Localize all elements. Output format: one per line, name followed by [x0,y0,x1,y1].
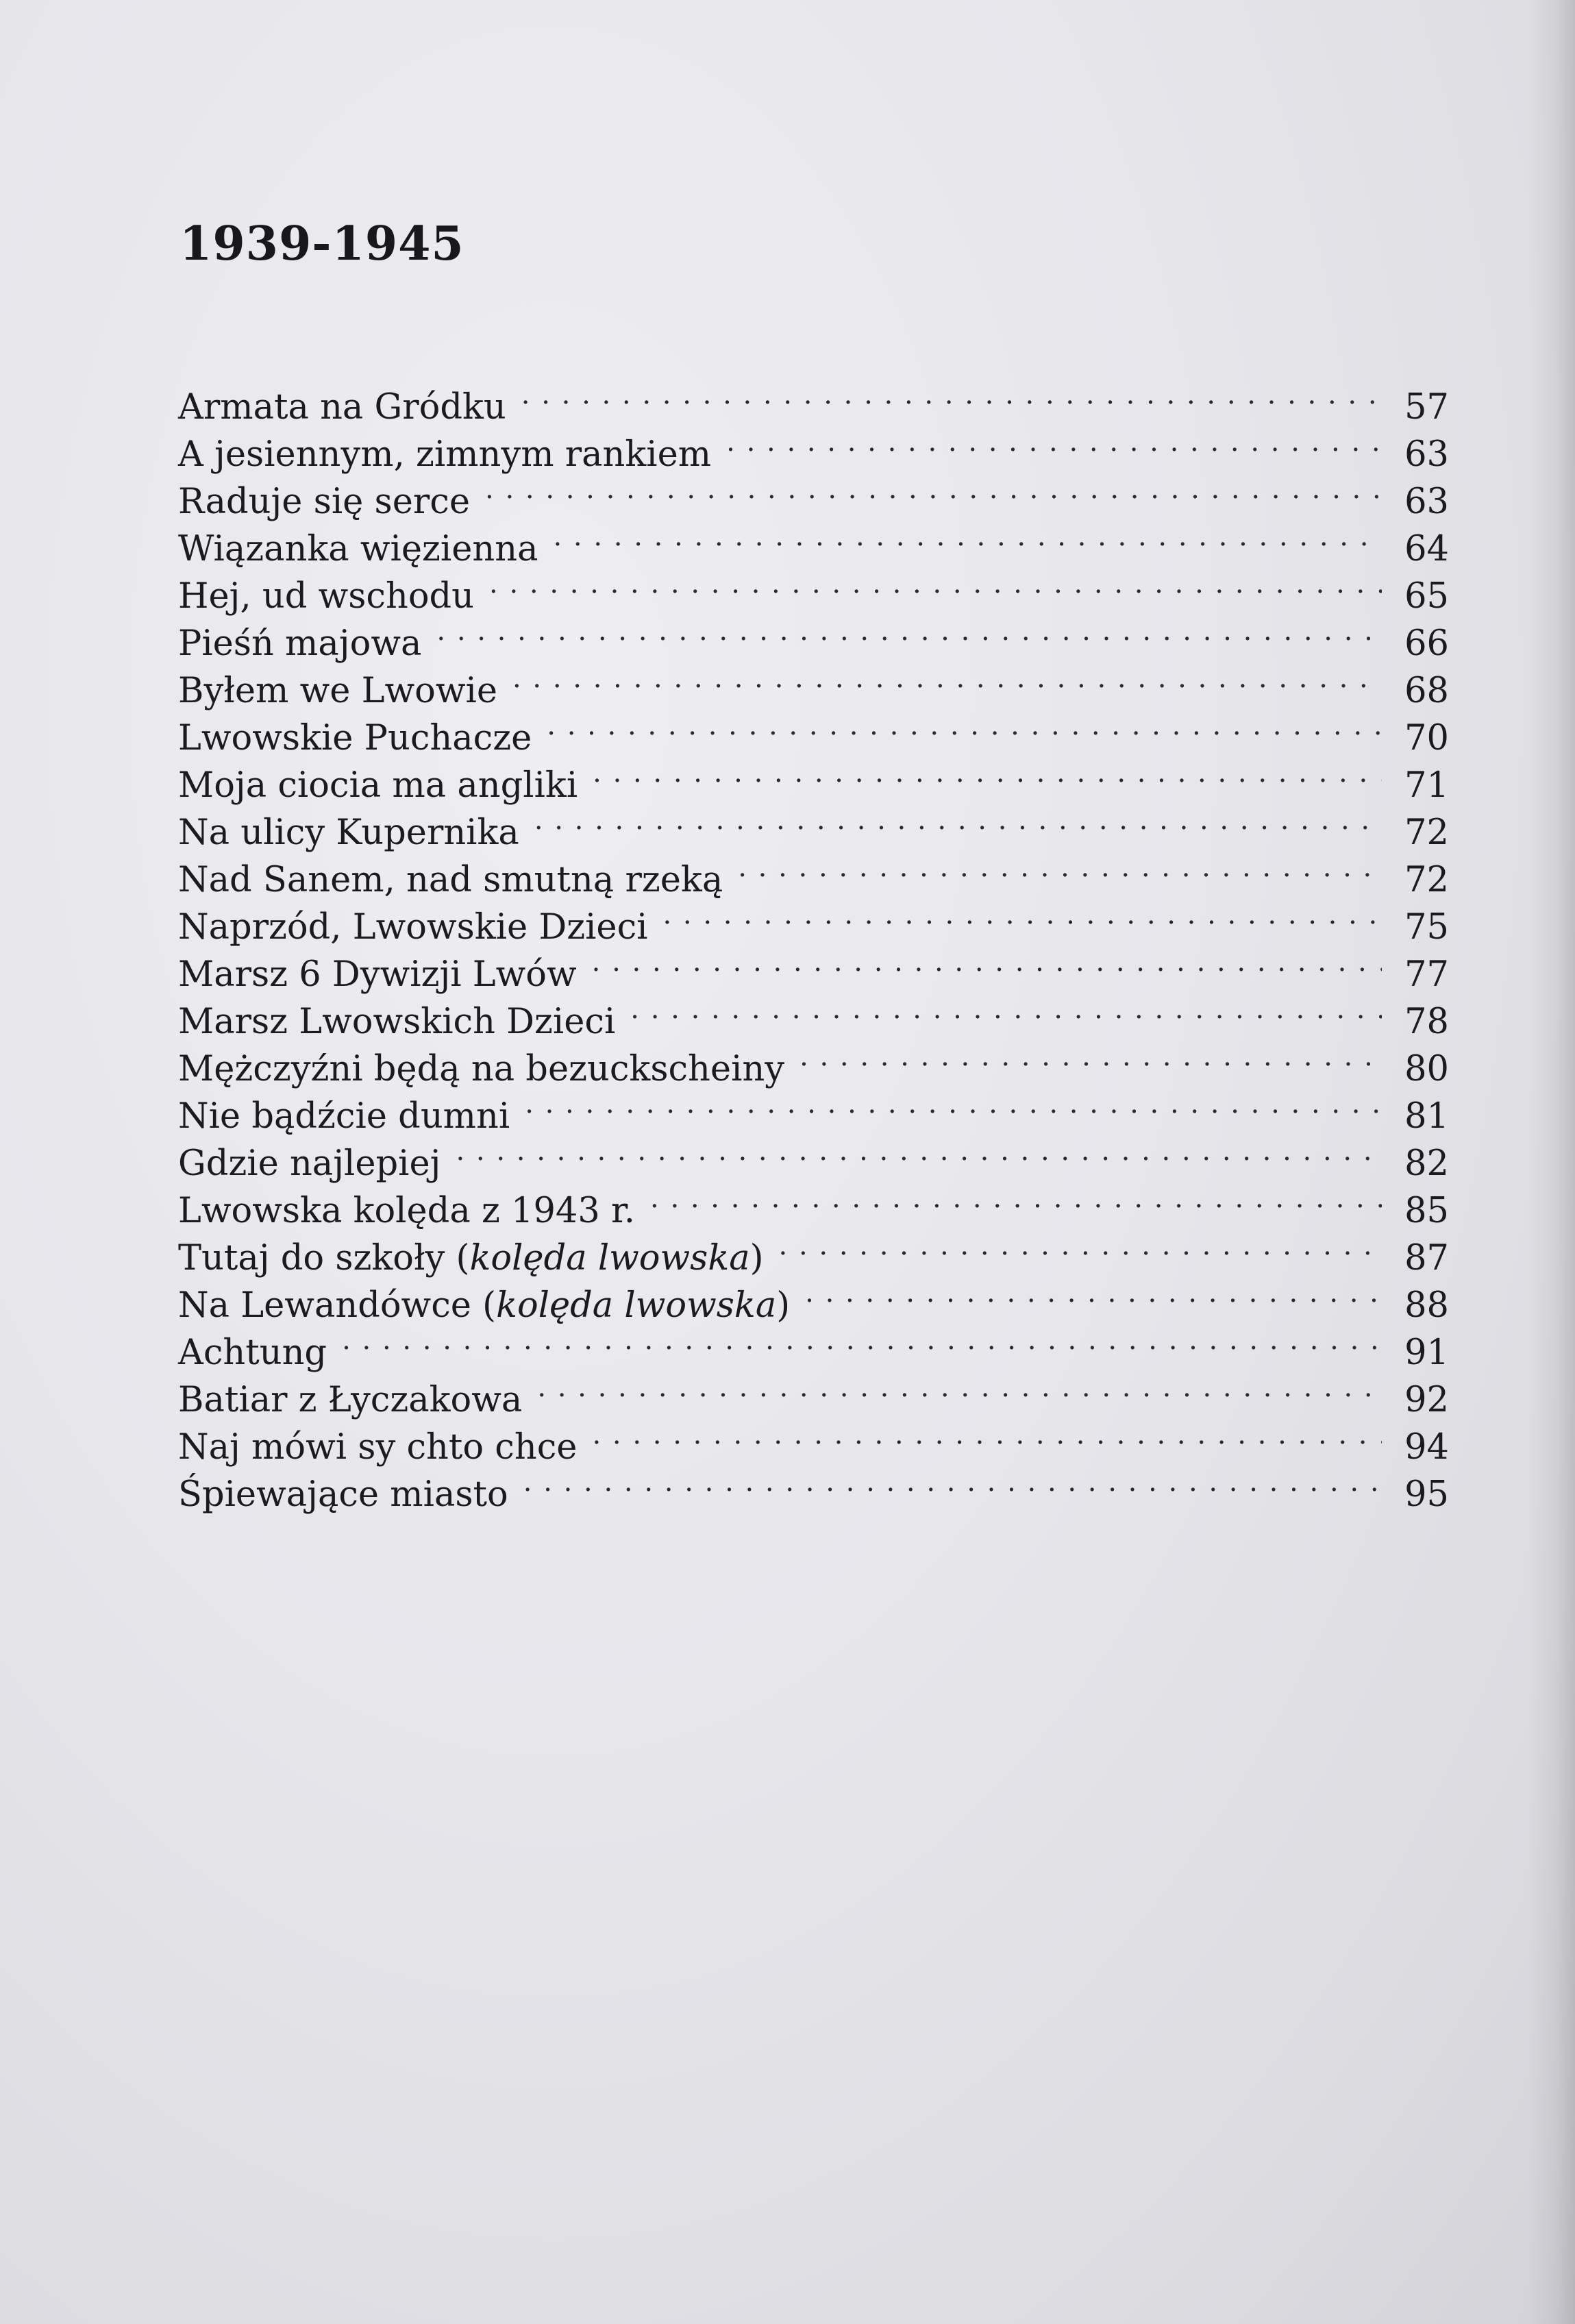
dot-leader [799,1033,1382,1080]
toc-entry-title-start: Tutaj do szkoły ( [178,1238,470,1278]
toc-entry-page: 91 [1404,1333,1449,1373]
toc-entry-title: Moja ciocia ma angliki [178,765,578,806]
dot-leader [593,750,1382,797]
toc-entry-title: Naprzód, Lwowskie Dzieci [178,907,648,948]
toc-entry-page: 92 [1404,1380,1449,1420]
toc-entry-title: Marsz 6 Dywizji Lwów [178,954,577,995]
toc-entry-title: Lwowska kolęda z 1943 r. [178,1191,636,1231]
toc-entry-title: Hej, ud wschodu [178,576,475,617]
toc-entry-page: 72 [1404,813,1449,853]
toc-entry-page: 57 [1404,387,1449,428]
toc-entry-page: 77 [1404,954,1449,995]
dot-leader [342,1317,1382,1364]
toc-entry-title: Raduje się serce [178,482,471,522]
toc-entry-title: Byłem we Lwowie [178,671,497,711]
dot-leader [663,891,1382,939]
toc-entry-page: 65 [1404,576,1449,617]
toc-entry-page: 85 [1404,1191,1449,1231]
dot-leader [521,371,1382,419]
toc-entry-title: Pieśń majowa [178,623,422,664]
toc-entry-title: Gdzie najlepiej [178,1144,441,1184]
toc-entry-page: 75 [1404,907,1449,948]
toc-entry-page: 72 [1404,860,1449,900]
dot-leader [537,1364,1382,1411]
toc-entry-title-start: Na Lewandówce ( [178,1285,497,1326]
dot-leader [512,655,1382,702]
toc-entry-title-end: ) [749,1238,764,1278]
toc-entry-title-italic: kolęda lwowska [469,1238,750,1278]
dot-leader [738,844,1382,891]
toc-entry [178,1317,1449,1373]
dot-leader [630,986,1382,1033]
toc-entry-page: 71 [1404,765,1449,806]
dot-leader [779,1222,1382,1270]
dot-leader [485,466,1382,513]
toc-entry-page: 63 [1404,482,1449,522]
toc-entry-page: 70 [1404,718,1449,758]
toc-entry-page: 66 [1404,623,1449,664]
toc-entry-page: 68 [1404,671,1449,711]
toc-entry-title: Naj mówi sy chto chce [178,1427,578,1468]
toc-entry-page: 82 [1404,1144,1449,1184]
toc-entry-page: 78 [1404,1002,1449,1042]
toc-entry-title-italic: kolęda lwowska [496,1285,777,1326]
toc-entry-page: 87 [1404,1238,1449,1278]
dot-leader [554,513,1382,560]
toc-entry [178,1364,1449,1420]
toc-entry-title: Wiązanka więzienna [178,529,538,569]
dot-leader [805,1270,1382,1317]
toc-entry-page: 81 [1404,1096,1449,1137]
toc-entry-title [178,1235,764,1282]
toc-entry-page: 80 [1404,1049,1449,1089]
toc-entry-title: Nad Sanem, nad smutną rzeką [178,860,723,900]
dot-leader [547,702,1382,750]
toc-entry-title-end: ) [776,1285,791,1326]
dot-leader [456,1128,1382,1175]
toc-entry-title: Nie bądźcie dumni [178,1096,510,1137]
toc-entry-title: Śpiewające miasto [178,1474,508,1515]
toc-entry-page: 94 [1404,1427,1449,1468]
dot-leader [525,1080,1382,1128]
toc-entry-title: Armata na Gródku [178,387,506,428]
toc-entry-page: 64 [1404,529,1449,569]
toc-entry-title: Achtung [178,1333,327,1373]
table-of-contents [178,371,1449,1515]
dot-leader [523,1459,1382,1506]
toc-entry-page: 88 [1404,1285,1449,1326]
toc-entry-page: 95 [1404,1474,1449,1515]
toc-entry-title: Marsz Lwowskich Dzieci [178,1002,616,1042]
toc-entry-title: Lwowskie Puchacze [178,718,532,758]
toc-entry-title: Na ulicy Kupernika [178,813,519,853]
dot-leader [726,419,1382,466]
toc-entry-title: A jesiennym, zimnym rankiem [178,434,712,475]
toc-entry [178,371,1449,428]
toc-entry-title: Batiar z Łyczakowa [178,1380,523,1420]
dot-leader [534,797,1382,844]
dot-leader [650,1175,1382,1222]
dot-leader [592,1411,1382,1459]
dot-leader [436,608,1382,655]
section-heading: 1939-1945 [179,217,464,271]
dot-leader [592,939,1382,986]
dot-leader [489,560,1382,608]
toc-entry-title: Mężczyźni będą na bezuckscheiny [178,1049,785,1089]
toc-entry-page: 63 [1404,434,1449,475]
